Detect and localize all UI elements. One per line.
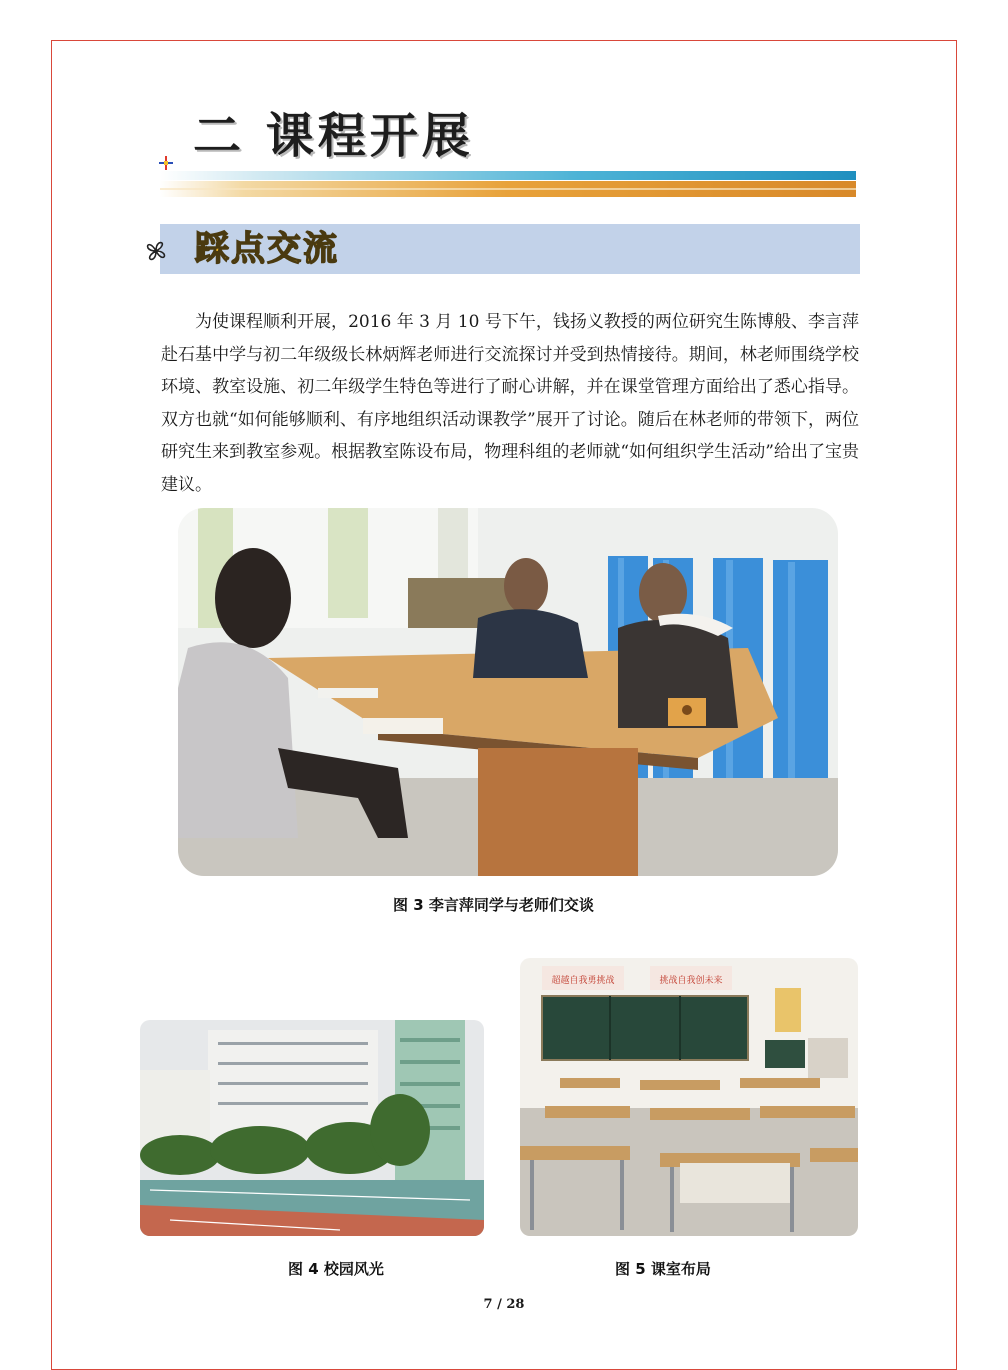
chapter-title: 二 课程开展 xyxy=(193,108,474,164)
section-title: 踩点交流 xyxy=(195,229,339,269)
body-paragraph: 为使课程顺利开展，2016 年 3 月 10 号下午，钱扬义教授的两位研究生陈博般、李言萍赴石基中学与初二年级级长林炳辉老师进行交流探讨并受到热情接待。期间，林老师围绕学校环境、教室设施、初二年级学生特色等进行了耐心讲解，并在课堂管理方面给出了悉心指导。双方也就“如何能够顺利、有序地组织活动课教学”展开了讨论。随后在林老师的带领下，两位研究生来到教室参观。根据教室陈设布局，物理科组的老师就“如何组织学生活动”给出了宝贵建议。 xyxy=(161,312,859,495)
banner-right-text: 挑战自我创未来 xyxy=(659,976,723,986)
chapter-bullet-icon xyxy=(159,156,173,170)
page-number: 7 / 28 xyxy=(483,1297,525,1312)
banner-left-text: 超越自我勇挑战 xyxy=(551,976,615,986)
meeting-photo xyxy=(178,508,838,876)
figure-4-caption: 图 4 校园风光 xyxy=(288,1260,384,1278)
figure-3-caption: 图 3 李言萍同学与老师们交谈 xyxy=(393,896,594,914)
flower-bullet-icon xyxy=(145,240,167,262)
chapter-underline-bar xyxy=(160,171,856,197)
figure-5-caption: 图 5 课室布局 xyxy=(615,1260,711,1278)
campus-photo xyxy=(140,1020,484,1236)
classroom-photo xyxy=(520,958,858,1236)
